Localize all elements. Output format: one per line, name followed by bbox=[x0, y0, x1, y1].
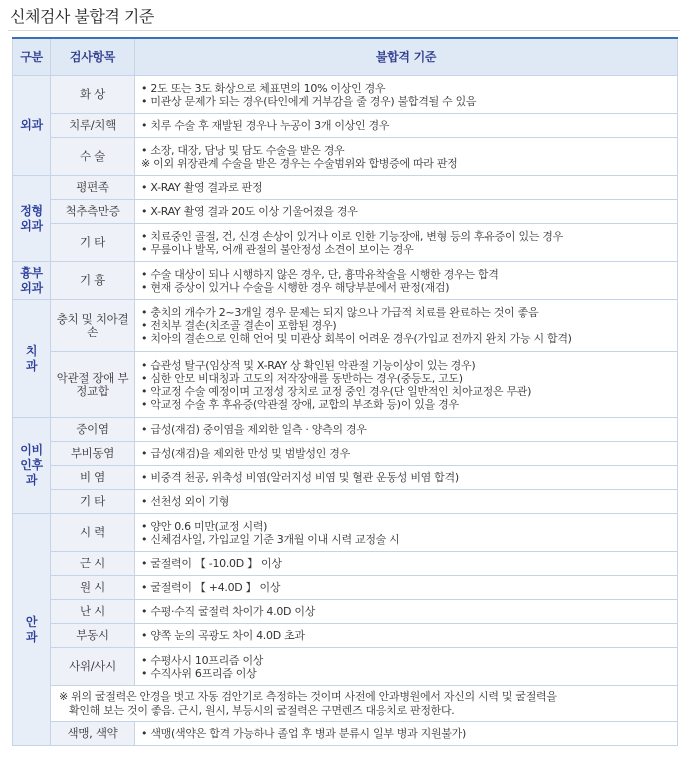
criteria-line: • 충치의 개수가 2~3개일 경우 문제는 되지 않으나 가급적 치료를 완료하는 것이 좋음 bbox=[141, 306, 539, 319]
criteria-cell bbox=[135, 262, 678, 300]
category-cell-thoracic bbox=[13, 262, 51, 300]
criteria-line: • 굴절력이 【 -10.0D 】 이상 bbox=[141, 557, 282, 570]
criteria-cell bbox=[135, 514, 678, 552]
table-row bbox=[13, 648, 678, 686]
table-row bbox=[13, 224, 678, 262]
criteria-line: • 악교정 수술 예정이며 고정성 장치로 교정 중인 경우(단 일반적인 치아교정은 무관) bbox=[141, 384, 532, 398]
item-cell: 색맹, 색약 bbox=[51, 722, 135, 746]
criteria-line: • 색맹(색약은 합격 가능하나 졸업 후 병과 분류시 일부 병과 지원불가) bbox=[141, 727, 466, 740]
criteria-line: • 치아의 결손으로 인해 언어 및 미관상 회복이 어려운 경우(가입교 전까지 완치 가능 시 합격) bbox=[141, 332, 572, 345]
table-row bbox=[13, 514, 678, 552]
item-cell: 사위/사시 bbox=[51, 648, 135, 686]
criteria-cell bbox=[135, 418, 678, 442]
item-cell: 중이염 bbox=[51, 418, 135, 442]
criteria-cell bbox=[135, 600, 678, 624]
item-cell: 척추측만증 bbox=[51, 200, 135, 224]
criteria-cell bbox=[135, 576, 678, 600]
criteria-cell bbox=[135, 352, 678, 418]
criteria-line: • 현재 증상이 있거나 수술을 시행한 경우 해당부분에서 판정(재검) bbox=[141, 280, 450, 294]
criteria-line: • 비중격 천공, 위축성 비염(알러지성 비염 및 혈관 운동성 비염 합격) bbox=[141, 471, 459, 484]
category-cell-ophthalmology bbox=[13, 514, 51, 746]
category-label: 치과 bbox=[25, 343, 38, 373]
table-row bbox=[13, 418, 678, 442]
eye-note-line: ※ 위의 굴절력은 안경을 벗고 자동 검안기로 측정하는 것이며 사전에 안과병원에서 자신의 시력 및 굴절력을 bbox=[59, 689, 557, 703]
title-bar bbox=[8, 0, 680, 31]
item-cell: 부동시 bbox=[51, 624, 135, 648]
criteria-line: • 급성(재검) 중이염을 제외한 일측 · 양측의 경우 bbox=[141, 423, 367, 436]
item-cell: 부비동염 bbox=[51, 442, 135, 466]
criteria-line: • 수직사위 6프리즘 이상 bbox=[141, 666, 257, 680]
criteria-line: • 치료중인 골절, 건, 신경 손상이 있거나 이로 인한 기능장애, 변형 등의 후유증이 있는 경우 bbox=[141, 229, 563, 243]
criteria-cell bbox=[135, 490, 678, 514]
table-row bbox=[13, 262, 678, 300]
criteria-line: • 소장, 대장, 담낭 및 담도 수술을 받은 경우 bbox=[141, 143, 345, 157]
criteria-line: • X-RAY 촬영 결과로 판정 bbox=[141, 181, 263, 194]
table-row bbox=[13, 138, 678, 176]
category-label: 정형외과 bbox=[20, 203, 43, 233]
criteria-cell bbox=[135, 200, 678, 224]
item-cell: 기 흉 bbox=[51, 262, 135, 300]
criteria-line: • 습관성 탈구(임상적 및 X-RAY 상 확인된 악관절 기능이상이 있는 경우) bbox=[141, 358, 476, 372]
category-cell-surgery: 외과 bbox=[13, 76, 51, 176]
criteria-line: • 수평사시 10프리즘 이상 bbox=[141, 653, 264, 667]
table-row bbox=[13, 114, 678, 138]
category-label: 이비인후과 bbox=[20, 443, 43, 487]
criteria-line: • 선천성 외이 기형 bbox=[141, 495, 230, 508]
criteria-line: • 심한 안모 비대칭과 고도의 저작장애를 동반하는 경우(중등도, 고도) bbox=[141, 371, 463, 385]
criteria-line: • 수술 대상이 되나 시행하지 않은 경우, 단, 흉막유착술을 시행한 경우는 합격 bbox=[141, 267, 499, 281]
item-cell: 충치 및 치아결손 bbox=[51, 300, 135, 352]
criteria-table bbox=[12, 37, 678, 746]
item-cell: 치루/치핵 bbox=[51, 114, 135, 138]
criteria-cell bbox=[135, 176, 678, 200]
category-cell-dental bbox=[13, 300, 51, 418]
criteria-cell bbox=[135, 114, 678, 138]
criteria-line: • 악교정 수술 후 후유증(악관절 장애, 교합의 부조화 등)이 있을 경우 bbox=[141, 397, 459, 411]
criteria-cell bbox=[135, 624, 678, 648]
criteria-cell bbox=[135, 300, 678, 352]
item-cell: 근 시 bbox=[51, 552, 135, 576]
criteria-cell bbox=[135, 224, 678, 262]
table-row bbox=[13, 466, 678, 490]
criteria-line: • 치루 수술 후 재발된 경우나 누공이 3개 이상인 경우 bbox=[141, 119, 390, 132]
item-cell: 비 염 bbox=[51, 466, 135, 490]
page-title: 신체검사 불합격 기준 bbox=[10, 7, 154, 26]
criteria-line: • 양안 0.6 미만(교정 시력) bbox=[141, 519, 268, 533]
header-item: 검사항목 bbox=[51, 38, 135, 76]
table-row bbox=[13, 176, 678, 200]
table-row bbox=[13, 686, 678, 722]
criteria-line: • 미관상 문제가 되는 경우(타인에게 거부감을 줄 경우) 불합격될 수 있음 bbox=[141, 94, 477, 108]
criteria-line: • 전치부 결손(치조골 결손이 포함된 경우) bbox=[141, 319, 337, 332]
criteria-cell bbox=[135, 76, 678, 114]
criteria-line: • 2도 또는 3도 화상으로 체표면의 10% 이상인 경우 bbox=[141, 81, 386, 95]
criteria-line: • 신체검사일, 가입교일 기준 3개월 이내 시력 교정술 시 bbox=[141, 532, 400, 546]
criteria-line: • 무릎이나 발목, 어깨 관절의 불안정성 소견이 보이는 경우 bbox=[141, 242, 414, 256]
criteria-line: • 수평·수직 굴절력 차이가 4.0D 이상 bbox=[141, 605, 316, 618]
item-cell: 악관절 장애 부정교합 bbox=[51, 352, 135, 418]
item-cell: 원 시 bbox=[51, 576, 135, 600]
criteria-line: • 양쪽 눈의 곡광도 차이 4.0D 초과 bbox=[141, 629, 305, 642]
item-cell: 수 술 bbox=[51, 138, 135, 176]
table-row bbox=[13, 576, 678, 600]
item-cell: 화 상 bbox=[51, 76, 135, 114]
header-criteria: 불합격 기준 bbox=[135, 38, 678, 76]
item-cell: 기 타 bbox=[51, 224, 135, 262]
table-row bbox=[13, 624, 678, 648]
criteria-cell bbox=[135, 466, 678, 490]
criteria-cell bbox=[135, 552, 678, 576]
item-cell: 시 력 bbox=[51, 514, 135, 552]
criteria-line: ※ 이외 위장관계 수술을 받은 경우는 수술범위와 합병증에 따라 판정 bbox=[141, 156, 458, 170]
table-row bbox=[13, 76, 678, 114]
item-cell: 기 타 bbox=[51, 490, 135, 514]
category-cell-ent bbox=[13, 418, 51, 514]
category-cell-orthopedics bbox=[13, 176, 51, 262]
table-row bbox=[13, 200, 678, 224]
criteria-cell bbox=[135, 722, 678, 746]
table-row bbox=[13, 352, 678, 418]
criteria-line: • 급성(재검)을 제외한 만성 및 범발성인 경우 bbox=[141, 447, 350, 460]
item-cell: 난 시 bbox=[51, 600, 135, 624]
table-row bbox=[13, 442, 678, 466]
criteria-cell bbox=[135, 648, 678, 686]
criteria-cell bbox=[135, 442, 678, 466]
table-header-row bbox=[13, 38, 678, 76]
category-label: 안과 bbox=[25, 614, 38, 644]
criteria-line: • X-RAY 촬영 결과 20도 이상 기울어졌을 경우 bbox=[141, 205, 358, 218]
table-row bbox=[13, 722, 678, 746]
criteria-line: • 굴절력이 【 +4.0D 】 이상 bbox=[141, 581, 281, 594]
table-row bbox=[13, 600, 678, 624]
table-row bbox=[13, 490, 678, 514]
header-category: 구분 bbox=[13, 38, 51, 76]
eye-note-cell bbox=[51, 686, 678, 722]
table-row bbox=[13, 300, 678, 352]
category-label: 흉부외과 bbox=[20, 265, 43, 295]
table-row bbox=[13, 552, 678, 576]
item-cell: 평편족 bbox=[51, 176, 135, 200]
eye-note-line: 확인해 보는 것이 좋음. 근시, 원시, 부등시의 굴절력은 구면렌즈 대응치로 판정한다. bbox=[69, 703, 455, 717]
criteria-cell bbox=[135, 138, 678, 176]
